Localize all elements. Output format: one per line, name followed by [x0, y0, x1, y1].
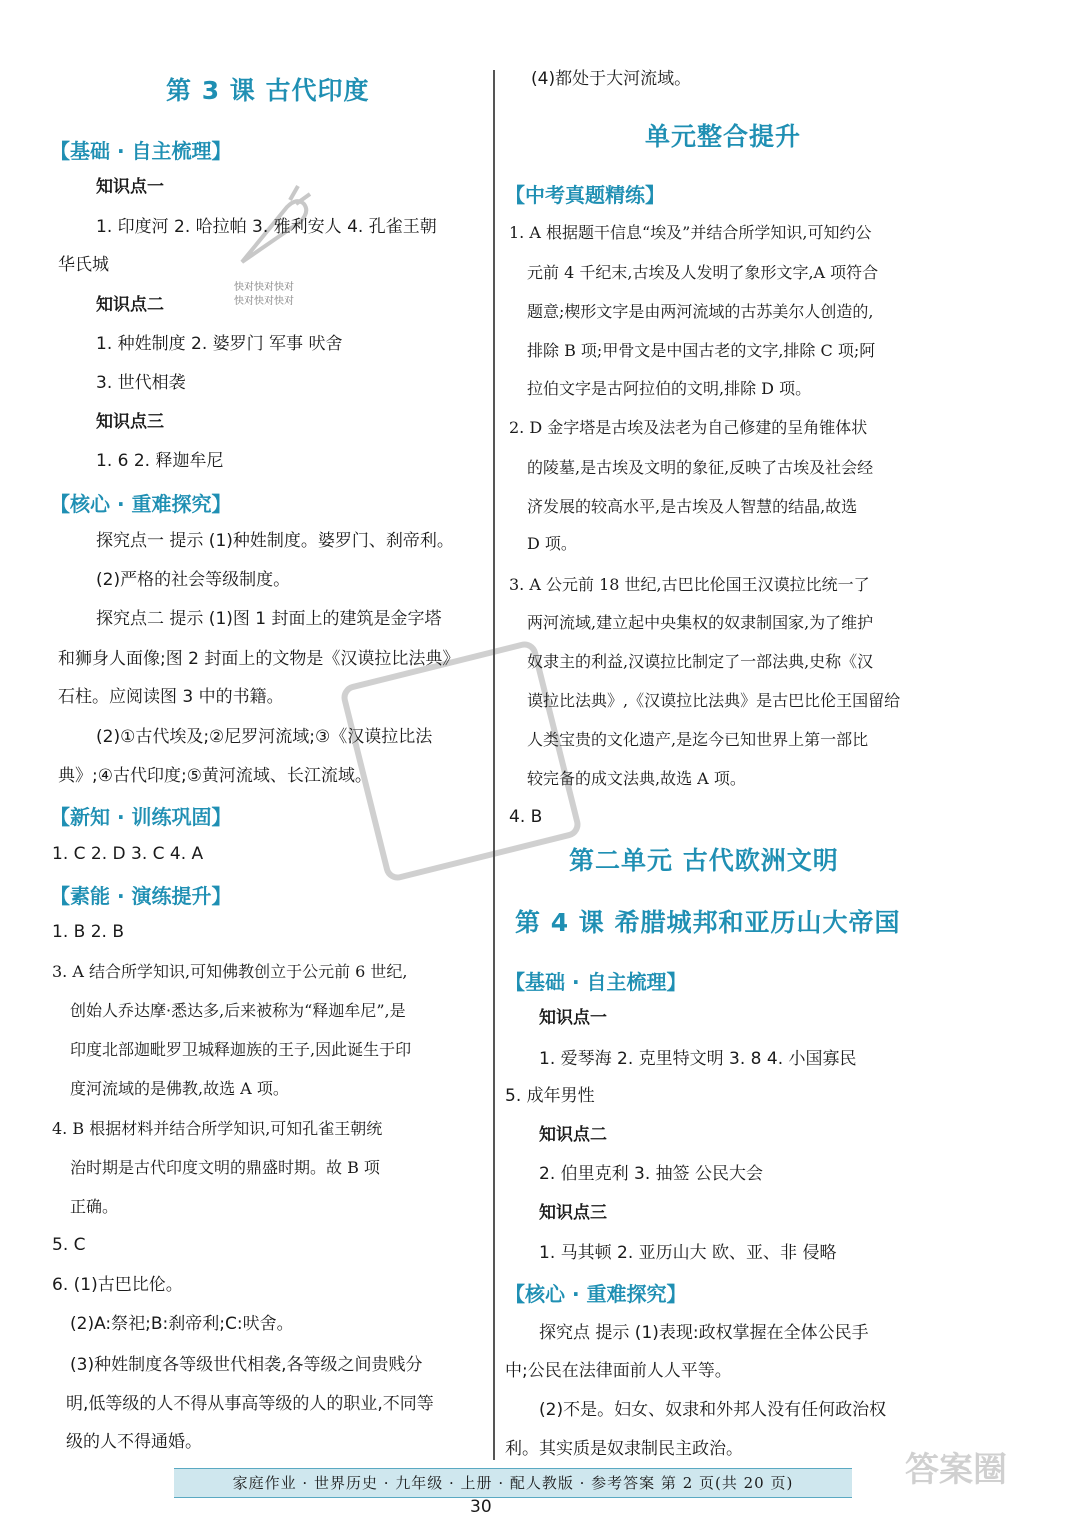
answer-line: 5. C [52, 1235, 86, 1255]
explanation-line: 排除 B 项;甲骨文是中国古老的文字,排除 C 项;阿 [527, 341, 876, 360]
knowledge-point-3: 知识点三 [96, 412, 164, 432]
answer-line: 1. 种姓制度 2. 婆罗门 军事 吠舍 [96, 334, 343, 354]
unit-2-title: 第二单元 古代欧洲文明 [569, 846, 839, 875]
exploration-line: (2)严格的社会等级制度。 [96, 570, 291, 590]
exploration-line: 探究点一 提示 (1)种姓制度。婆罗门、刹帝利。 [96, 531, 454, 551]
exploration-line: 探究点 提示 (1)表现:政权掌握在全体公民手 [539, 1323, 869, 1343]
explanation-line: 3. A 结合所学知识,可知佛教创立于公元前 6 世纪, [52, 962, 408, 981]
answer-line: 4. B [509, 807, 543, 827]
explanation-line: 创始人乔达摩·悉达多,后来被称为“释迦牟尼”,是 [70, 1001, 406, 1020]
answer-line: 级的人不得通婚。 [66, 1432, 202, 1452]
lesson-4-title: 第 4 课 希腊城邦和亚历山大帝国 [515, 908, 901, 937]
answer-line: 6. (1)古巴比伦。 [52, 1275, 183, 1295]
answer-line: (4)都处于大河流域。 [531, 69, 692, 89]
knowledge-point-1: 知识点一 [539, 1008, 607, 1028]
explanation-line: 拉伯文字是古阿拉伯的文明,排除 D 项。 [527, 379, 812, 398]
section-heading-basic: 【 基础 · 自主梳理 】 [50, 132, 232, 170]
exploration-line: 和狮身人面像;图 2 封面上的文物是《汉谟拉比法典》 [58, 649, 460, 669]
explanation-line: 较完备的成文法典,故选 A 项。 [527, 769, 746, 788]
explanation-line: 的陵墓,是古埃及文明的象征,反映了古埃及社会经 [527, 458, 874, 477]
explanation-line: 正确。 [70, 1197, 119, 1216]
answer-line: (2)A:祭祀;B:刹帝利;C:吠舍。 [70, 1314, 294, 1334]
page-footer: 家庭作业 · 世界历史 · 九年级 · 上册 · 配人教版 · 参考答案 第 2 页(共 20 页) [174, 1468, 852, 1498]
explanation-line: 人类宝贵的文化遗产,是迄今已知世界上第一部比 [527, 730, 869, 749]
exploration-line: (2)不是。妇女、奴隶和外邦人没有任何政治权 [539, 1400, 887, 1420]
explanation-line: 题意;楔形文字是由两河流域的古苏美尔人创造的, [527, 302, 874, 321]
answer-line: 1. B 2. B [52, 922, 124, 942]
knowledge-point-2: 知识点二 [539, 1125, 607, 1145]
exploration-line: 利。其实质是奴隶制民主政治。 [505, 1439, 743, 1459]
explanation-line: 两河流域,建立起中央集权的奴隶制国家,为了维护 [527, 613, 874, 632]
section-heading-skill: 【 素能 · 演练提升 】 [50, 877, 232, 915]
explanation-line: 谟拉比法典》,《汉谟拉比法典》是古巴比伦王国留给 [527, 691, 901, 710]
knowledge-point-3: 知识点三 [539, 1203, 607, 1223]
answer-line: 华氏城 [58, 255, 109, 275]
explanation-line: 奴隶主的利益,汉谟拉比制定了一部法典,史称《汉 [527, 652, 874, 671]
answer-line: 1. C 2. D 3. C 4. A [52, 844, 204, 864]
answer-line: 5. 成年男性 [505, 1086, 595, 1106]
explanation-line: 4. B 根据材料并结合所学知识,可知孔雀王朝统 [52, 1119, 383, 1138]
column-divider [493, 70, 495, 1460]
answer-line: 1. 印度河 2. 哈拉帕 3. 雅利安人 4. 孔雀王朝 [96, 217, 437, 237]
section-heading-core: 【 核心 · 重难探究 】 [505, 1275, 687, 1313]
exploration-line: 典》;④古代印度;⑤黄河流域、长江流域。 [58, 766, 372, 786]
answer-line: 2. 伯里克利 3. 抽签 公民大会 [539, 1164, 764, 1184]
explanation-line: D 项。 [527, 534, 577, 553]
lesson-title: 第 3 课 古代印度 [166, 76, 370, 105]
section-heading-basic: 【 基础 · 自主梳理 】 [505, 963, 687, 1001]
answer-line: 1. 爱琴海 2. 克里特文明 3. 8 4. 小国寡民 [539, 1049, 857, 1069]
answer-line: (3)种姓制度各等级世代相袭,各等级之间贵贱分 [70, 1355, 423, 1375]
section-heading-exam: 【 中考真题精练 】 [505, 176, 665, 214]
explanation-line: 3. A 公元前 18 世纪,古巴比伦国王汉谟拉比统一了 [509, 575, 870, 594]
exploration-line: 石柱。应阅读图 3 中的书籍。 [58, 687, 284, 707]
explanation-line: 元前 4 千纪末,古埃及人发明了象形文字,A 项符合 [527, 263, 879, 282]
explanation-line: 济发展的较高水平,是古埃及人智慧的结晶,故选 [527, 497, 858, 516]
explanation-line: 1. A 根据题干信息“埃及”并结合所学知识,可知约公 [509, 223, 872, 242]
unit-review-title: 单元整合提升 [645, 122, 802, 151]
knowledge-point-2: 知识点二 [96, 295, 164, 315]
exploration-line: (2)①古代埃及;②尼罗河流域;③《汉谟拉比法 [96, 727, 433, 747]
answer-line: 3. 世代相袭 [96, 373, 186, 393]
page-number: 30 [470, 1497, 492, 1517]
corner-watermark: 答案圈 [905, 1450, 1007, 1490]
explanation-line: 2. D 金字塔是古埃及法老为自己修建的呈角锥体状 [509, 418, 868, 437]
section-heading-core: 【 核心 · 重难探究 】 [50, 485, 232, 523]
answer-line: 1. 马其顿 2. 亚历山大 欧、亚、非 侵略 [539, 1243, 837, 1263]
exploration-line: 探究点二 提示 (1)图 1 封面上的建筑是金字塔 [96, 609, 442, 629]
exploration-line: 中;公民在法律面前人人平等。 [505, 1361, 732, 1381]
explanation-line: 度河流域的是佛教,故选 A 项。 [70, 1079, 289, 1098]
explanation-line: 治时期是古代印度文明的鼎盛时期。故 B 项 [70, 1158, 380, 1177]
section-heading-new: 【 新知 · 训练巩固 】 [50, 798, 232, 836]
answer-line: 1. 6 2. 释迦牟尼 [96, 451, 224, 471]
logo-watermark-text: 快对快对快对 快对快对快对 [234, 282, 294, 307]
answer-line: 明,低等级的人不得从事高等级的人的职业,不同等 [66, 1394, 434, 1414]
knowledge-point-1: 知识点一 [96, 177, 164, 197]
explanation-line: 印度北部迦毗罗卫城释迦族的王子,因此诞生于印 [70, 1040, 412, 1059]
